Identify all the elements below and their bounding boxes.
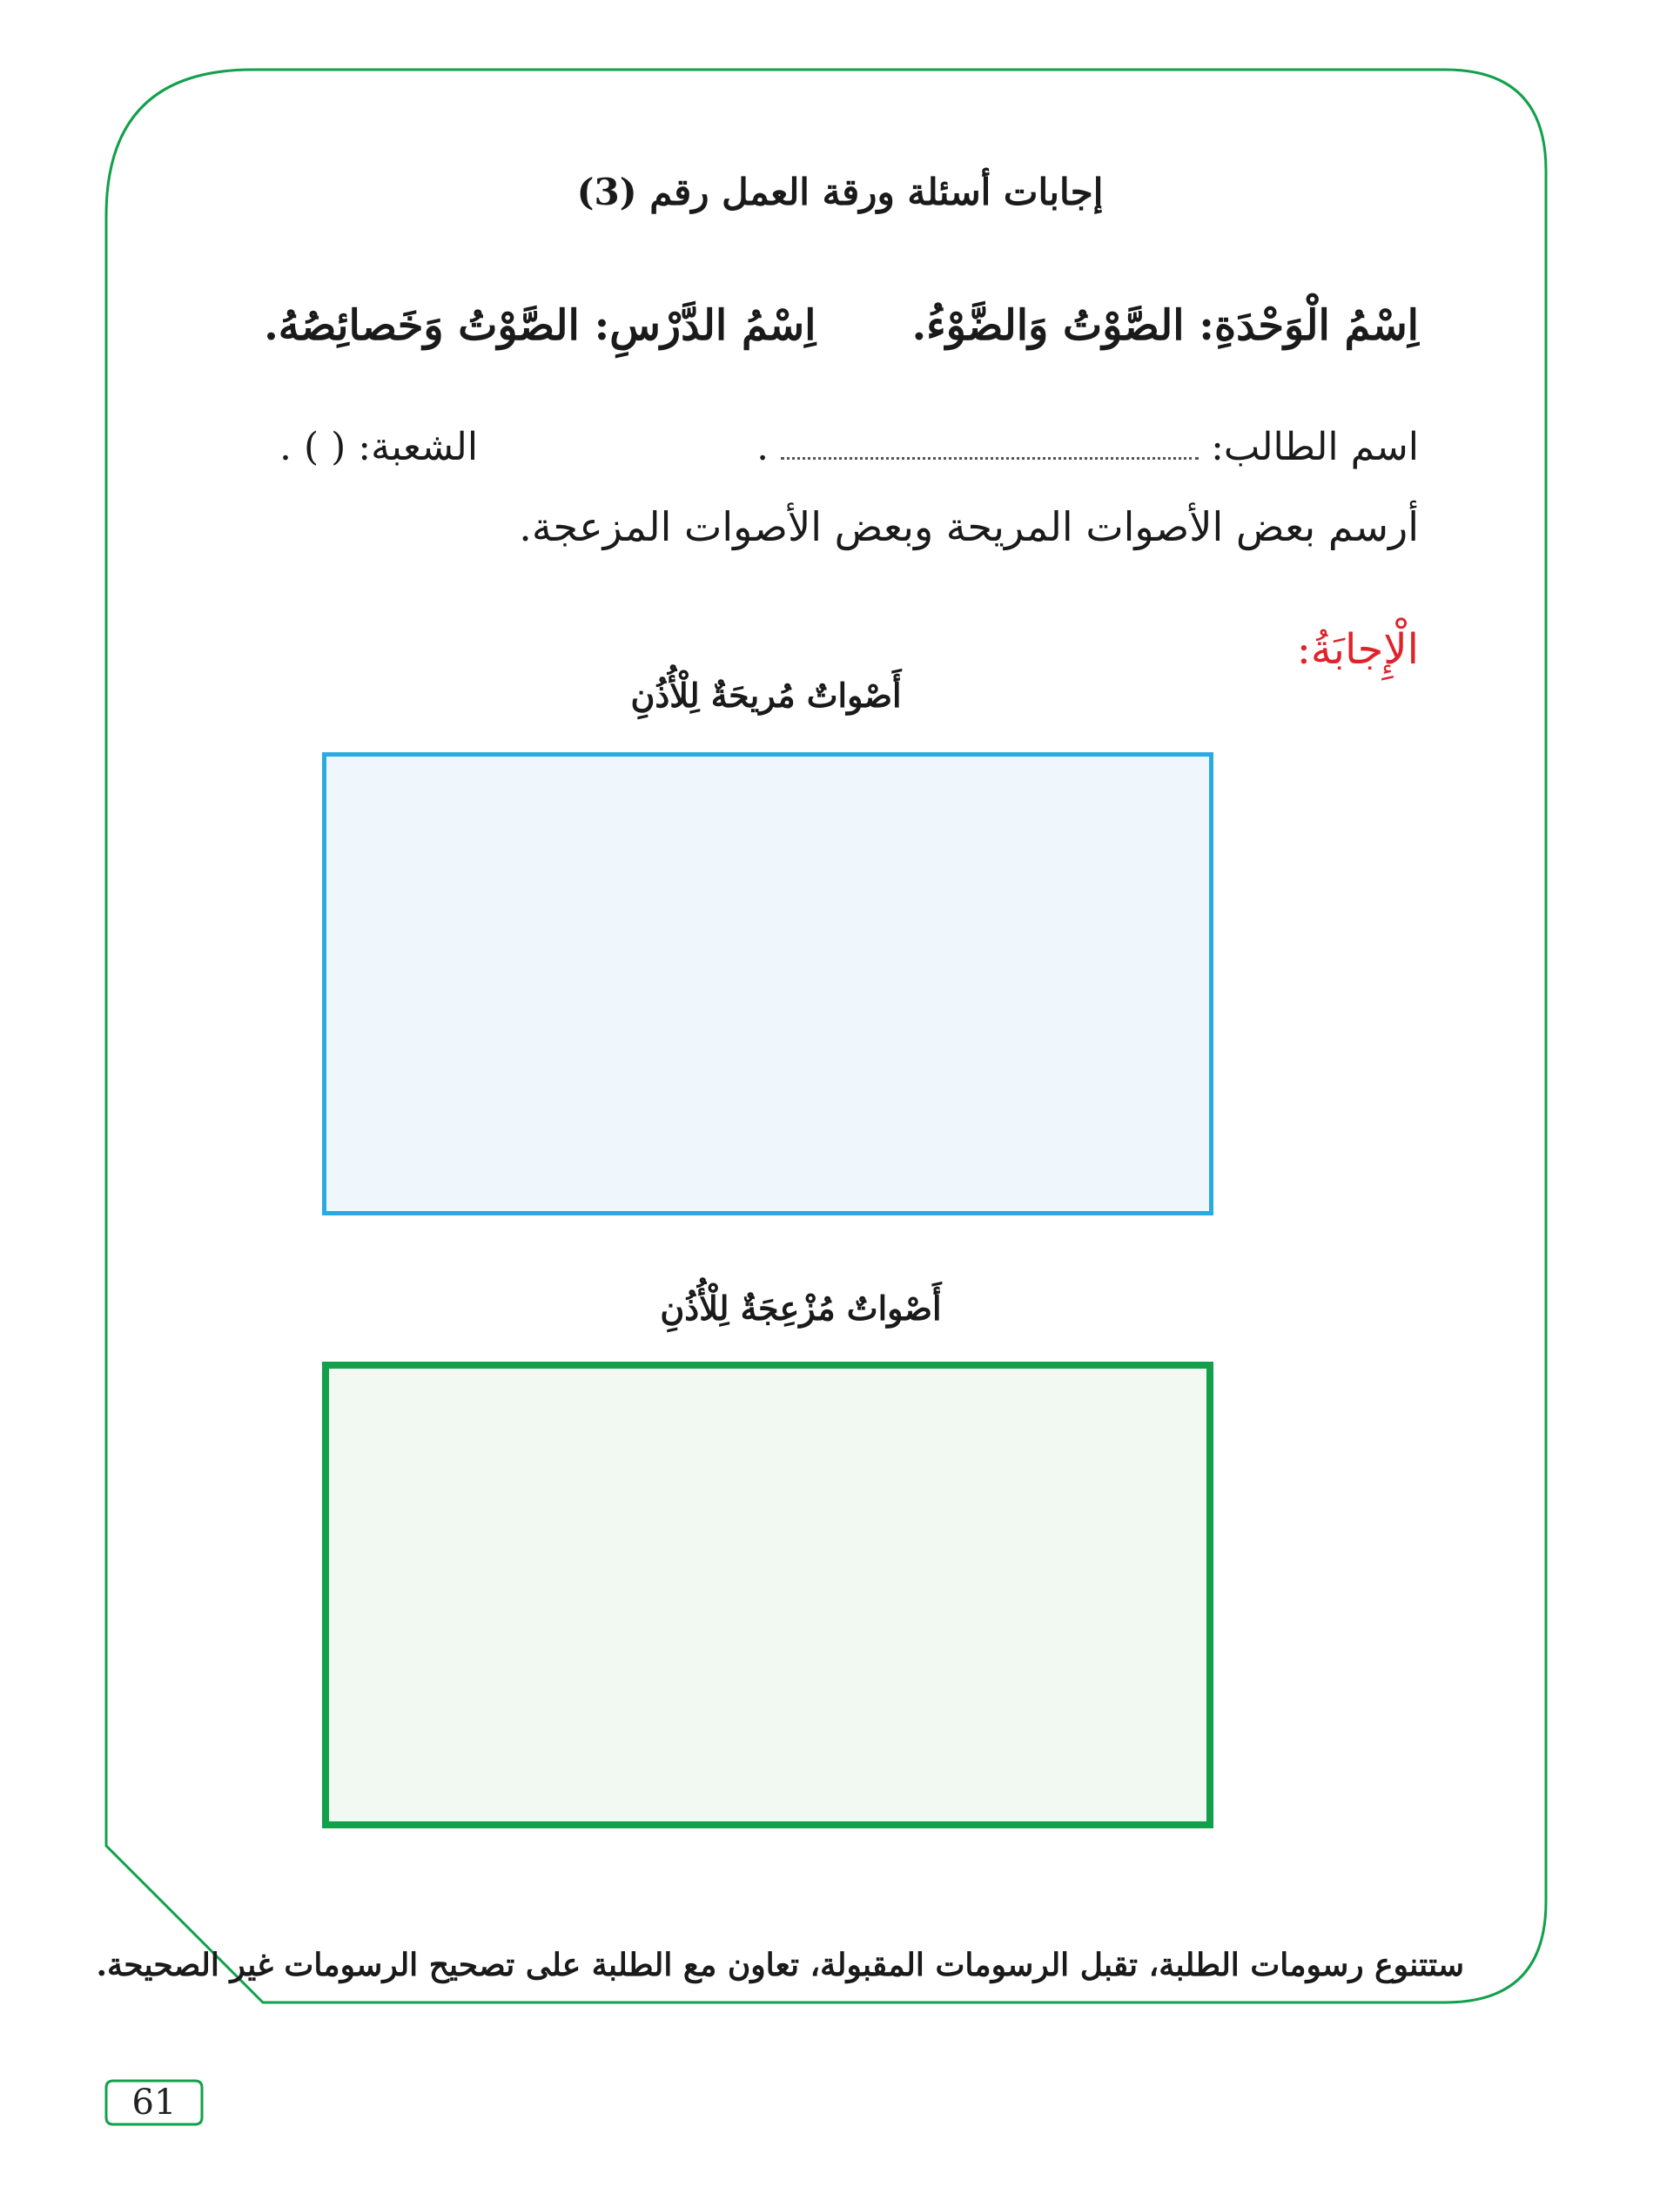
worksheet-title: إجابات أسئلة ورقة العمل رقم (3) xyxy=(576,171,1104,213)
student-info-line xyxy=(279,425,1419,469)
unit-name: اِسْمُ الْوَحْدَةِ: الصَّوْتُ وَالضَّوْءُ. xyxy=(911,301,1419,350)
unit-lesson-line xyxy=(264,301,1419,350)
comfortable-sounds-caption: أَصْواتٌ مُريحَةٌ لِلْأُذُنِ xyxy=(630,676,902,715)
student-name-field[interactable] xyxy=(781,431,1199,460)
instruction-text: أرسم بعض الأصوات المريحة وبعض الأصوات المزعجة. xyxy=(519,503,1419,550)
comfortable-sounds-drawing-box[interactable] xyxy=(322,752,1213,1215)
page-number: 61 xyxy=(131,2083,177,2123)
student-name-label: اسم الطالب: xyxy=(1211,425,1419,469)
answer-label: الْإِجابَةُ: xyxy=(1296,625,1419,674)
student-name-end: . xyxy=(756,425,769,469)
lesson-name: اِسْمُ الدَّرْسِ: الصَّوْتُ وَخَصائِصُهُ. xyxy=(264,301,816,350)
annoying-sounds-drawing-box[interactable] xyxy=(322,1362,1213,1828)
annoying-sounds-caption: أَصْواتٌ مُزْعِجَةٌ لِلْأُذُنِ xyxy=(660,1289,942,1328)
teacher-footnote: ستتنوع رسومات الطلبة، تقبل الرسومات المقبولة، تعاون مع الطلبة على تصحيح الرسومات غير الصحيحة. xyxy=(96,1947,1464,1983)
section-label: الشعبة: ( ) . xyxy=(279,425,479,469)
